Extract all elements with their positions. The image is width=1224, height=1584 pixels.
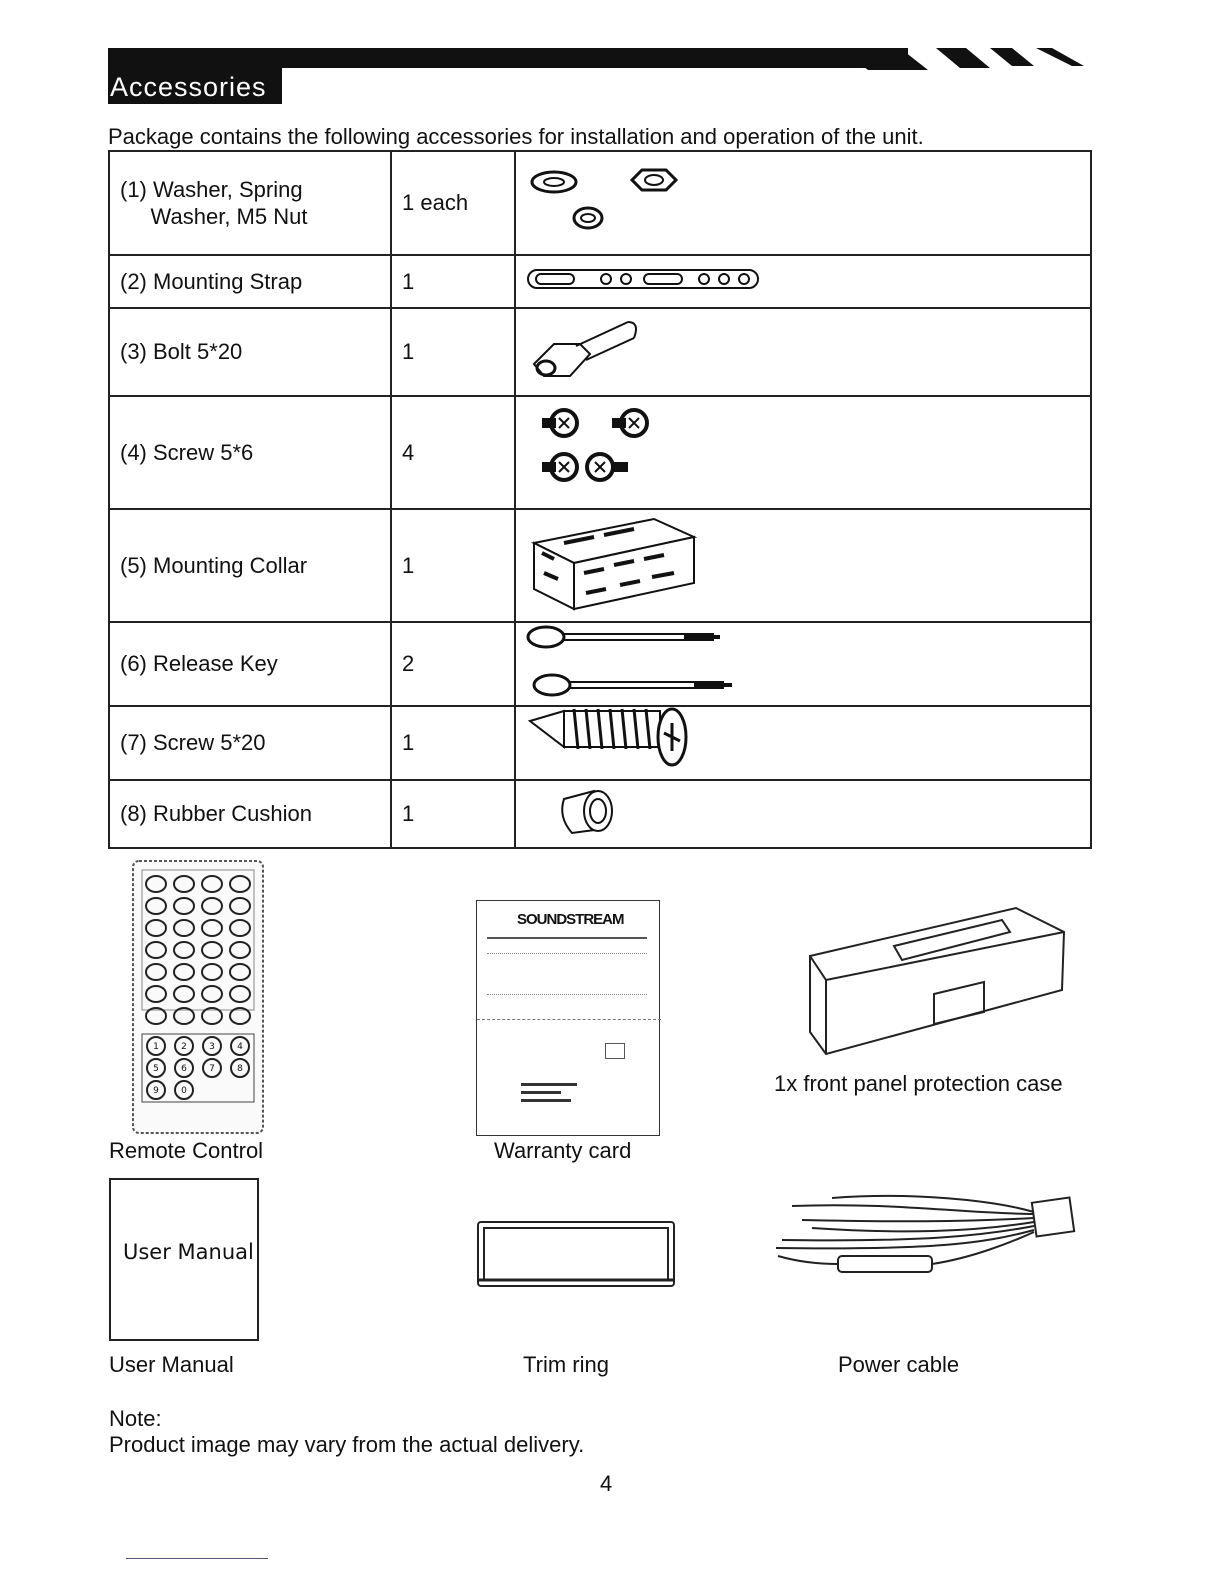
warranty-brand: SOUNDSTREAM xyxy=(517,911,624,928)
remote-number-label: 5 xyxy=(153,1064,159,1074)
mounting-strap-icon xyxy=(524,264,764,294)
intro-text: Package contains the following accessories for installation and operation of the unit. xyxy=(108,124,924,149)
table-row xyxy=(109,622,1091,706)
power-cable-icon xyxy=(772,1192,1078,1286)
item-qty: 1 xyxy=(391,780,515,848)
header-bar xyxy=(108,48,908,68)
warranty-caption: Warranty card xyxy=(494,1138,632,1163)
item-qty: 1 xyxy=(391,706,515,780)
table-row xyxy=(109,396,1091,509)
remote-number-label: 0 xyxy=(181,1086,187,1096)
remote-number-label: 7 xyxy=(209,1064,215,1074)
item-qty: 2 xyxy=(391,622,515,706)
item-qty: 1 xyxy=(391,509,515,622)
accessories-table xyxy=(108,150,1092,849)
remote-number-label: 2 xyxy=(181,1042,187,1052)
long-screw-icon xyxy=(524,707,704,773)
item-name: (4) Screw 5*6 xyxy=(109,396,391,509)
mounting-collar-icon xyxy=(524,513,704,613)
item-qty: 1 xyxy=(391,255,515,308)
trim-caption: Trim ring xyxy=(523,1352,609,1377)
header-stripes-icon xyxy=(840,44,1100,74)
item-qty: 1 xyxy=(391,308,515,396)
bolt-icon xyxy=(524,314,654,384)
note-label: Note: xyxy=(109,1406,162,1431)
item-name: (7) Screw 5*20 xyxy=(109,706,391,780)
table-row xyxy=(109,706,1091,780)
washer-nut-icon xyxy=(524,160,694,240)
remote-caption: Remote Control xyxy=(109,1138,264,1163)
note-text: Product image may vary from the actual delivery. xyxy=(109,1432,585,1457)
item-name: (6) Release Key xyxy=(109,622,391,706)
protection-case-icon xyxy=(806,904,1070,1060)
power-caption: Power cable xyxy=(838,1352,960,1377)
section-title: Accessories xyxy=(108,68,282,104)
remote-number-label: 6 xyxy=(181,1064,187,1074)
screws-icon xyxy=(524,405,674,495)
table-row xyxy=(109,151,1091,255)
table-row xyxy=(109,308,1091,396)
item-qty: 4 xyxy=(391,396,515,509)
user-manual-box xyxy=(109,1178,259,1341)
remote-number-label: 8 xyxy=(237,1064,243,1074)
table-row xyxy=(109,255,1091,308)
item-name: (8) Rubber Cushion xyxy=(109,780,391,848)
remote-control-icon xyxy=(132,860,266,1136)
page-number: 4 xyxy=(600,1471,613,1496)
table-row xyxy=(109,780,1091,848)
remote-number-label: 3 xyxy=(209,1042,215,1052)
remote-number-label: 4 xyxy=(237,1042,243,1052)
warranty-card xyxy=(476,900,660,1136)
item-name: (3) Bolt 5*20 xyxy=(109,308,391,396)
manual-caption: User Manual xyxy=(109,1352,234,1377)
item-name: (2) Mounting Strap xyxy=(109,255,391,308)
manual-box-label: User Manual xyxy=(123,1240,254,1264)
rubber-cushion-icon xyxy=(524,781,644,841)
release-key-icon xyxy=(524,623,744,699)
table-row xyxy=(109,509,1091,622)
trim-ring-icon xyxy=(476,1220,678,1290)
item-name: (1) Washer, Spring Washer, M5 Nut xyxy=(120,177,308,229)
item-qty: 1 each xyxy=(391,151,515,255)
item-name: (5) Mounting Collar xyxy=(109,509,391,622)
remote-number-label: 1 xyxy=(153,1042,159,1052)
remote-number-label: 9 xyxy=(153,1086,159,1096)
case-caption: 1x front panel protection case xyxy=(774,1071,1063,1096)
footer-rule xyxy=(126,1558,268,1559)
